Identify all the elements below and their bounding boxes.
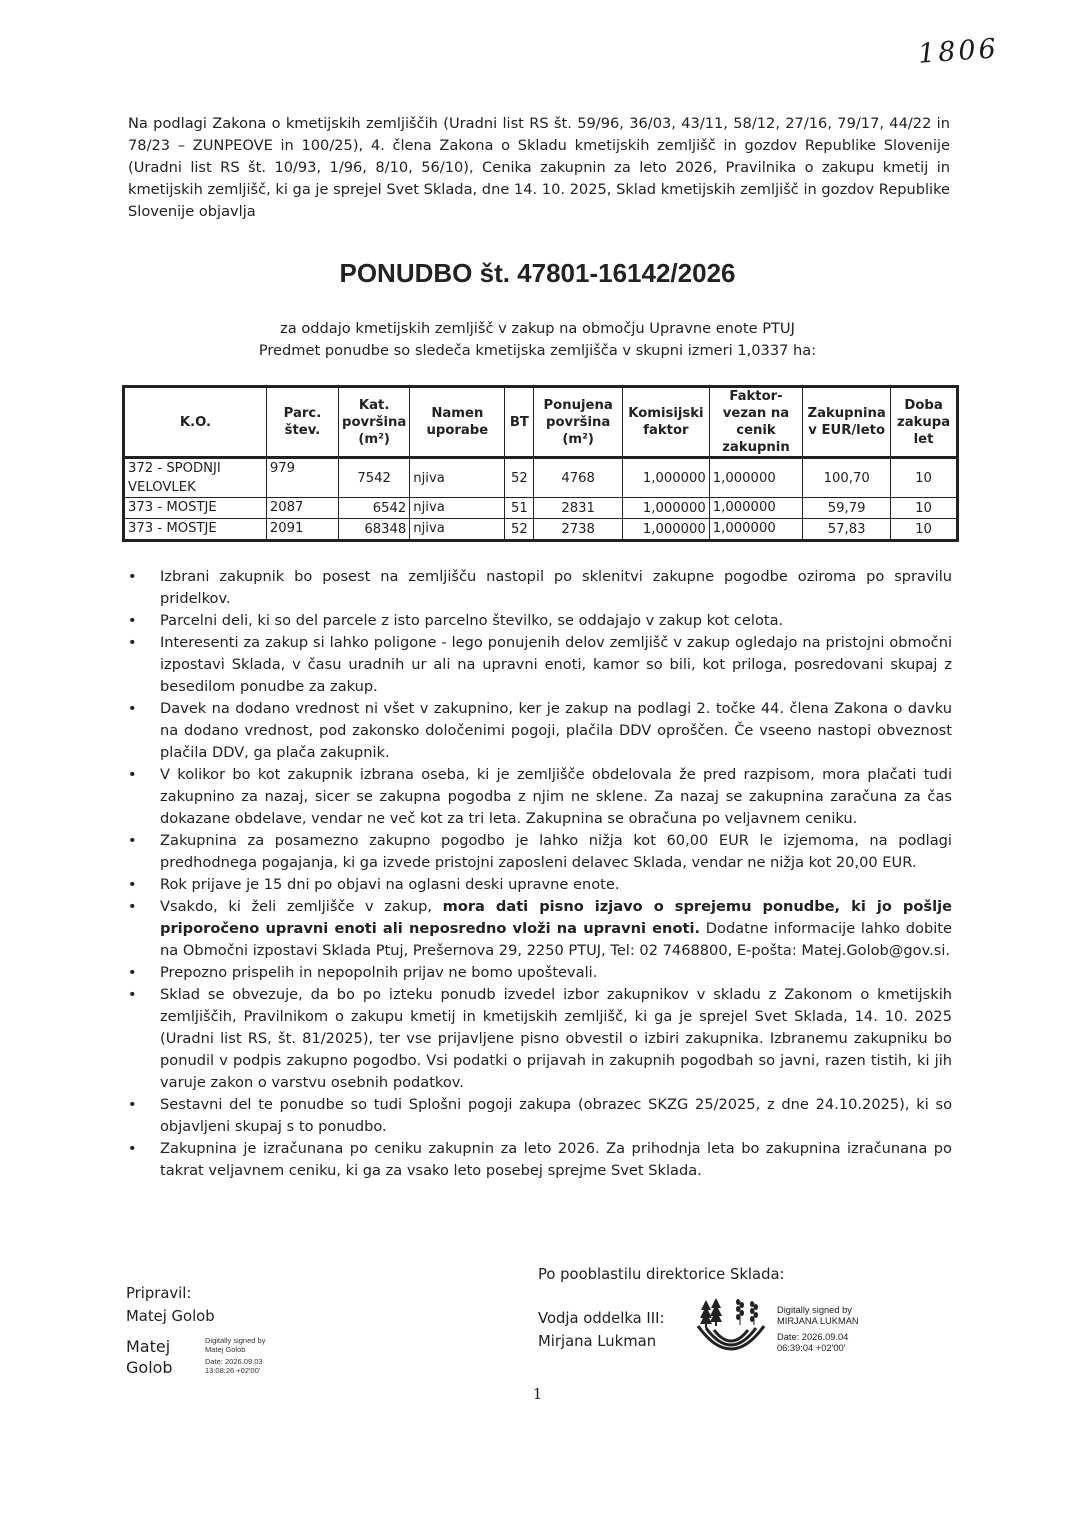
prepared-label: Pripravil: [126, 1285, 192, 1302]
cell-namen: njiva [410, 519, 505, 541]
cell-bt: 52 [505, 458, 534, 498]
bullet-icon: • [128, 612, 137, 629]
table-row [124, 498, 958, 519]
list-item-text: Prepozno prispelih in nepopolnih prijav ne bomo upoštevali. [160, 964, 598, 981]
cell-faktor-vezan: 1,000000 [709, 519, 802, 541]
digital-signature-date: Date: 2026.09.04 [777, 1332, 849, 1342]
list-item [128, 1138, 952, 1182]
digital-signature-date: Date: 2026.09.03 [205, 1357, 263, 1366]
subtitle-line-area: za oddajo kmetijskih zemljišč v zakup na območju Upravne enote PTUJ [280, 320, 795, 337]
header-ko: K.O. [124, 387, 267, 458]
bullet-icon: • [128, 568, 137, 585]
cell-ko: 373 - MOSTJE [124, 498, 267, 519]
list-item [128, 830, 952, 874]
cell-namen: njiva [410, 458, 505, 498]
digital-signature-name: MIRJANA LUKMAN [777, 1316, 859, 1326]
bullet-icon: • [128, 986, 137, 1003]
cell-doba: 10 [891, 519, 958, 541]
header-faktor-vezan: Faktor-vezan na cenik zakupnin [709, 387, 802, 458]
signer-position: Vodja oddelka III: [538, 1310, 665, 1327]
cell-komisijski: 1,000000 [622, 519, 709, 541]
cell-faktor-vezan: 1,000000 [709, 498, 802, 519]
list-item-text: V kolikor bo kot zakupnik izbrana oseba, ki je zemljišče obdelovala že pred razpisom, mora plačati tudi zakupnino za nazaj, sicer se zakupna pogodba z njim ne sklene. Za nazaj se zakupnina zaračuna za čas dokazane obdelave, vendar ne več kot za tri leta. Zakupnina se obračuna po veljavnem ceniku. [160, 766, 952, 827]
list-item-text: Interesenti za zakup si lahko poligone - lego ponujenih delov zemljišč v zakup ogledajo na pristojni območni izpostavi Sklada, v času uradnih ur ali na upravni enoti, kamor so bili, kot priloga, posredovani skupaj z besedilom ponudbe za zakup. [160, 634, 952, 695]
list-item [128, 874, 952, 896]
cell-kat: 68348 [339, 519, 410, 541]
digital-signature-time: 06:39:04 +02'00' [777, 1343, 846, 1353]
list-item-text: Rok prijave je 15 dni po objavi na oglasni deski upravne enote. [160, 876, 620, 893]
list-item-text-after: Dodatne informacije lahko dobite na Območni izpostavi Sklada Ptuj, Prešernova 29, 2250 PTUJ, Tel: 02 7468800, E-pošta: Matej.Golob@gov.si. [160, 920, 952, 959]
bullet-icon: • [128, 700, 137, 717]
digital-signature-time: 13:08:26 +02'00' [205, 1366, 261, 1375]
cell-ponujena: 2738 [534, 519, 623, 541]
header-kat: Kat. površina (m²) [339, 387, 410, 458]
header-ponujena: Ponujena površina (m²) [534, 387, 623, 458]
header-bt: BT [505, 387, 534, 458]
bullet-icon: • [128, 766, 137, 783]
header-zakupnina: Zakupnina v EUR/leto [803, 387, 891, 458]
list-item-text-bold: mora dati pisno izjavo o sprejemu ponudbe, ki jo pošlje priporočeno upravni enoti ali neposredno vloži na upravni enoti. [160, 898, 952, 937]
prepared-name: Matej Golob [126, 1308, 215, 1325]
list-item [128, 566, 952, 610]
bullet-icon: • [128, 964, 137, 981]
cell-namen: njiva [410, 498, 505, 519]
list-item-text: Davek na dodano vrednost ni všet v zakupnino, ker je zakup na podlagi 2. točke 44. člena Zakona o davku na dodano vrednost, pod zakonsko določenimi pogoji, plačila DDV oproščen. Če vseeno nastopi obveznost plačila DDV, ga plača zakupnik. [160, 700, 952, 761]
cell-komisijski: 1,000000 [622, 458, 709, 498]
cell-bt: 51 [505, 498, 534, 519]
list-item-text-before: Vsakdo, ki želi zemljišče v zakup, [160, 898, 443, 915]
list-item [128, 984, 952, 1094]
land-parcels-table [122, 385, 959, 542]
digital-signature-label: Digitally signed by [205, 1336, 266, 1345]
table-row [124, 519, 958, 541]
cell-parc: 2091 [266, 519, 338, 541]
cell-zakupnina: 59,79 [803, 498, 891, 519]
header-doba: Doba zakupa let [891, 387, 958, 458]
bullet-icon: • [128, 634, 137, 651]
authority-line: Po pooblastilu direktorice Sklada: [538, 1266, 785, 1283]
cell-ko: 372 - SPODNJI VELOVLEK [124, 458, 267, 498]
bullet-icon: • [128, 1140, 137, 1157]
cell-komisijski: 1,000000 [622, 498, 709, 519]
conditions-list [128, 566, 952, 1182]
list-item [128, 698, 952, 764]
list-item [128, 632, 952, 698]
list-item [128, 962, 952, 984]
cell-zakupnina: 57,83 [803, 519, 891, 541]
cell-kat: 7542 [339, 458, 410, 498]
list-item-text: Parcelni deli, ki so del parcele z isto parcelno številko, se oddajajo v zakup kot celota. [160, 612, 784, 629]
header-parc: Parc. štev. [266, 387, 338, 458]
fund-logo-icon [692, 1296, 770, 1360]
digital-signature-name: Matej Golob [205, 1345, 246, 1354]
signature-last-name: Golob [126, 1358, 173, 1377]
bullet-icon: • [128, 1096, 137, 1113]
signature-first-name: Matej [126, 1337, 171, 1356]
list-item-text: Zakupnina za posamezno zakupno pogodbo je lahko nižja kot 60,00 EUR le izjemoma, na podlagi predhodnega pogajanja, ki ga izvede pristojni zaposleni delavec Sklada, vendar ne nižja kot 20,00 EUR. [160, 832, 952, 871]
table-row [124, 458, 958, 498]
cell-zakupnina: 100,70 [803, 458, 891, 498]
cell-ponujena: 2831 [534, 498, 623, 519]
list-item [128, 896, 952, 962]
bullet-icon: • [128, 876, 137, 893]
cell-doba: 10 [891, 458, 958, 498]
signer-name: Mirjana Lukman [538, 1333, 657, 1350]
offer-title: PONUDBO št. 47801-16142/2026 [339, 258, 736, 288]
subtitle-line-total: Predmet ponudbe so sledeča kmetijska zemljišča v skupni izmeri 1,0337 ha: [258, 342, 817, 359]
cell-kat: 6542 [339, 498, 410, 519]
list-item-text: Sestavni del te ponudbe so tudi Splošni pogoji zakupa (obrazec SKZG 25/2025, z dne 24.10.2025), ki so objavljeni skupaj s to ponudbo. [160, 1096, 952, 1135]
cell-faktor-vezan: 1,000000 [709, 458, 802, 498]
header-komisijski: Komisijski faktor [622, 387, 709, 458]
digital-signature-label: Digitally signed by [777, 1305, 852, 1315]
cell-ponujena: 4768 [534, 458, 623, 498]
handwritten-document-number: 1806 [917, 33, 1000, 70]
list-item [128, 1094, 952, 1138]
list-item-text: Zakupnina je izračunana po ceniku zakupnin za leto 2026. Za prihodnja leta bo zakupnina izračunana po takrat veljavnem ceniku, ki ga za vsako leto posebej sprejme Svet Sklada. [160, 1140, 952, 1179]
cell-ko: 373 - MOSTJE [124, 519, 267, 541]
page-number: 1 [532, 1385, 543, 1403]
list-item-text: Sklad se obvezuje, da bo po izteku ponudb izvedel izbor zakupnikov v skladu z Zakonom o kmetijskih zemljiščih, Pravilnikom o zakupu kmetij in kmetijskih zemljišč, ki ga je sprejel Svet Sklada, 14. 10. 2025 (Uradni list RS, št. 81/2025), ter vse prijavljene pisno obvestil o izbiri zakupnika. Izbranemu zakupniku bo ponudil v podpis zakupno pogodbo. Vsi podatki o prijavah in zakupnih pogodbah so javni, razen tistih, ki jih varuje zakon o varstvu osebnih podatkov. [160, 986, 952, 1091]
list-item [128, 764, 952, 830]
cell-doba: 10 [891, 498, 958, 519]
intro-paragraph: Na podlagi Zakona o kmetijskih zemljiščih (Uradni list RS št. 59/96, 36/03, 43/11, 58/12, 27/16, 79/17, 44/22 in 78/23 – ZUNPEOVE in 100/25), 4. člena Zakona o Skladu kmetijskih zemljišč in gozdov Republike Slovenije (Uradni list RS št. 10/93, 1/96, 8/10, 56/10), Cenika zakupnin za leto 2026, Pravilnika o zakupu kmetij in kmetijskih zemljišč, ki ga je sprejel Svet Sklada, dne 14. 10. 2025, Sklad kmetijskih zemljišč in gozdov Republike Slovenije objavlja [128, 115, 950, 220]
bullet-icon: • [128, 898, 137, 915]
list-item-text: Izbrani zakupnik bo posest na zemljišču nastopil po sklenitvi zakupne pogodbe oziroma po spravilu pridelkov. [160, 568, 952, 607]
cell-bt: 52 [505, 519, 534, 541]
list-item [128, 610, 952, 632]
header-namen: Namen uporabe [410, 387, 505, 458]
bullet-icon: • [128, 832, 137, 849]
cell-parc: 979 [266, 458, 338, 498]
cell-parc: 2087 [266, 498, 338, 519]
offer-subtitle [0, 318, 1075, 362]
table-header-row [124, 387, 958, 458]
